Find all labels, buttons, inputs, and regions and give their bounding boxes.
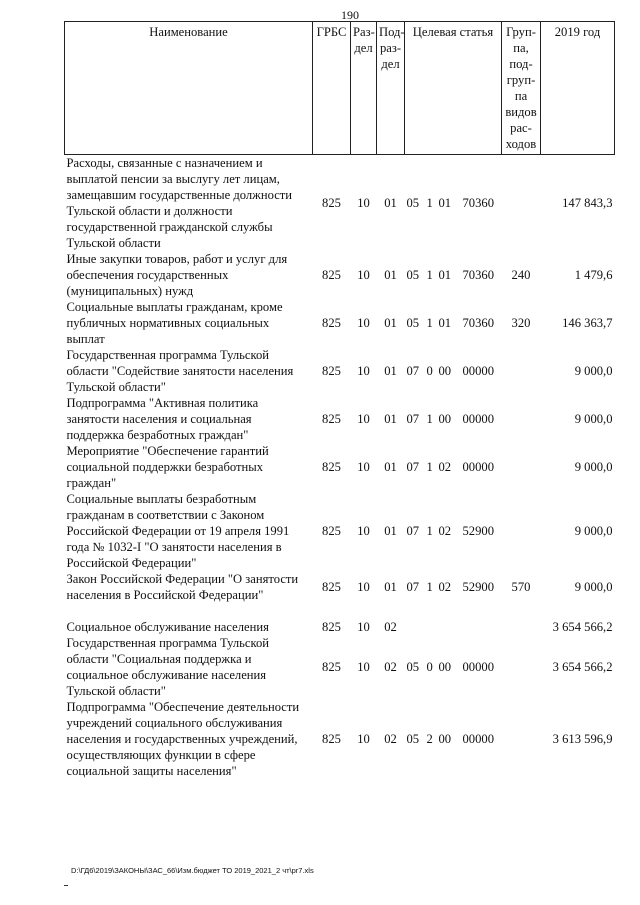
target-program: 05 [406,196,420,210]
row-amount: 9 000,0 [574,412,613,426]
row-name: Расходы, связанные с назначением и выплатой пенсии за выслугу лет лицам, замещавшим государственные должности Тульской области и должности государственной гражданской службы Тульской области [66,156,293,250]
row-section: 10 [357,196,370,210]
header-group-line: па, [513,41,529,55]
row-group [502,635,541,699]
target-subprogram: 1 [426,412,433,426]
target-event: 00 [438,412,452,426]
table-row [65,299,615,347]
header-group-line: под- [509,57,533,71]
target-direction: 70360 [462,196,494,210]
row-name: Социальное обслуживание населения [66,620,269,634]
row-group [502,699,541,779]
row-amount: 9 000,0 [574,524,613,538]
row-name: Иные закупки товаров, работ и услуг для обеспечения государственных (муниципальных) нужд [66,252,288,298]
header-grbs: ГРБС [313,22,351,155]
target-event: 01 [438,268,452,282]
row-grbs: 825 [322,732,341,746]
row-amount: 1 479,6 [574,268,613,282]
target-subprogram: 2 [426,732,433,746]
row-target [405,347,502,395]
row-amount: 3 654 566,2 [552,620,613,634]
table-row [65,443,615,491]
row-target [405,491,502,571]
row-target [405,443,502,491]
row-subsection: 02 [384,660,397,674]
table-row [65,251,615,299]
row-section: 10 [357,412,370,426]
row-name: Закон Российской Федерации "О занятости населения в Российской Федерации" [66,572,299,602]
header-section-line: дел [354,41,373,55]
row-target [405,635,502,699]
row-grbs: 825 [322,660,341,674]
row-amount: 3 613 596,9 [552,732,613,746]
target-direction: 00000 [462,412,494,426]
row-section: 10 [357,580,370,594]
row-subsection: 02 [384,620,397,634]
target-subprogram: 0 [426,364,433,378]
target-subprogram: 1 [426,524,433,538]
row-subsection: 01 [384,580,397,594]
row-group [502,443,541,491]
target-event: 00 [438,660,452,674]
row-target [405,155,502,252]
row-section: 10 [357,268,370,282]
footer-file-path: D:\ГД6\2019\ЗАКОНЫ\ЗАС_66\Изм.бюджет ТО 2019_2021_2 чт\pr7.xls [71,866,314,875]
target-program: 05 [406,660,420,674]
row-section: 10 [357,620,370,634]
row-subsection: 01 [384,412,397,426]
target-event: 02 [438,580,452,594]
row-name: Государственная программа Тульской области "Социальная поддержка и социальное обслуживание населения Тульской области" [66,636,269,698]
row-grbs: 825 [322,580,341,594]
table-row [65,619,615,635]
header-group-line: Груп- [506,25,536,39]
target-program: 07 [406,580,420,594]
target-direction: 52900 [462,524,494,538]
header-year: 2019 год [541,22,615,155]
header-row [65,22,615,155]
row-name: Подпрограмма "Обеспечение деятельности учреждений социального обслуживания населения и государственных учреждений, осуществляющих функции в сфере социальной защиты населения" [66,700,300,778]
row-subsection: 01 [384,268,397,282]
target-subprogram: 0 [426,660,433,674]
table-row [65,491,615,571]
header-section [351,22,377,155]
header-group-line: видов [505,105,537,119]
row-amount: 9 000,0 [574,580,613,594]
row-group [502,347,541,395]
target-program: 07 [406,364,420,378]
row-amount: 146 363,7 [562,316,613,330]
target-program: 07 [406,524,420,538]
target-program: 05 [406,732,420,746]
row-group [502,491,541,571]
row-subsection: 01 [384,316,397,330]
header-target: Целевая статья [405,22,502,155]
table-row [65,699,615,779]
row-name: Государственная программа Тульской области "Содействие занятости населения Тульской области" [66,348,294,394]
row-group: 240 [511,268,531,282]
spacer-row [65,603,615,619]
row-section: 10 [357,732,370,746]
row-grbs: 825 [322,412,341,426]
row-grbs: 825 [322,364,341,378]
row-section: 10 [357,364,370,378]
row-subsection: 01 [384,364,397,378]
header-subsection [377,22,405,155]
row-subsection: 01 [384,460,397,474]
header-group-line: рас- [510,121,532,135]
target-direction: 70360 [462,268,494,282]
header-subsection-line: Под- [379,25,405,39]
row-section: 10 [357,524,370,538]
scan-mark [64,885,68,886]
row-group [502,155,541,252]
target-event: 02 [438,460,452,474]
target-event: 01 [438,316,452,330]
row-target [405,299,502,347]
table-row [65,571,615,603]
row-section: 10 [357,316,370,330]
row-amount: 9 000,0 [574,364,613,378]
target-direction: 00000 [462,364,494,378]
row-grbs: 825 [322,524,341,538]
page-number: 190 [341,8,359,22]
row-subsection: 01 [384,196,397,210]
row-name: Социальные выплаты безработным гражданам в соответствии с Законом Российской Федерации от 19 апреля 1991 года № 1032-I "О занятости населения в Российской Федерации" [66,492,290,570]
target-subprogram: 1 [426,268,433,282]
target-subprogram: 1 [426,580,433,594]
row-grbs: 825 [322,196,341,210]
row-target [405,619,502,635]
table-row [65,395,615,443]
row-grbs: 825 [322,316,341,330]
header-name: Наименование [65,22,313,155]
target-program: 05 [406,316,420,330]
row-target [405,699,502,779]
target-event: 01 [438,196,452,210]
row-target [405,395,502,443]
target-direction: 00000 [462,660,494,674]
target-direction: 00000 [462,732,494,746]
header-subsection-line: дел [381,57,400,71]
row-target [405,571,502,603]
row-subsection: 02 [384,732,397,746]
row-subsection: 01 [384,524,397,538]
target-direction: 52900 [462,580,494,594]
row-name: Подпрограмма "Активная политика занятости населения и социальная поддержка безработных граждан" [66,396,259,442]
table-row [65,347,615,395]
header-group [502,22,541,155]
row-target [405,251,502,299]
header-subsection-line: раз- [379,41,402,55]
row-name: Социальные выплаты гражданам, кроме публичных нормативных социальных выплат [66,300,283,346]
target-subprogram: 1 [426,316,433,330]
target-subprogram: 1 [426,196,433,210]
row-grbs: 825 [322,620,341,634]
target-event: 00 [438,732,452,746]
row-grbs: 825 [322,268,341,282]
target-direction: 00000 [462,460,494,474]
row-amount: 3 654 566,2 [552,660,613,674]
table-row [65,635,615,699]
target-event: 02 [438,524,452,538]
row-group: 570 [511,580,531,594]
table-row [65,155,615,252]
target-program: 07 [406,412,420,426]
row-amount: 147 843,3 [562,196,613,210]
budget-table [64,21,615,779]
row-section: 10 [357,660,370,674]
header-section-line: Раз- [353,25,375,39]
row-name: Мероприятие "Обеспечение гарантий социальной поддержки безработных граждан" [66,444,269,490]
row-section: 10 [357,460,370,474]
row-grbs: 825 [322,460,341,474]
target-direction: 70360 [462,316,494,330]
header-group-line: ходов [505,137,537,151]
target-program: 07 [406,460,420,474]
header-group-line: груп- [506,73,536,87]
row-group [502,619,541,635]
header-group-line: па [514,89,528,103]
row-amount: 9 000,0 [574,460,613,474]
row-group: 320 [511,316,531,330]
target-event: 00 [438,364,452,378]
target-program: 05 [406,268,420,282]
row-group [502,395,541,443]
target-subprogram: 1 [426,460,433,474]
